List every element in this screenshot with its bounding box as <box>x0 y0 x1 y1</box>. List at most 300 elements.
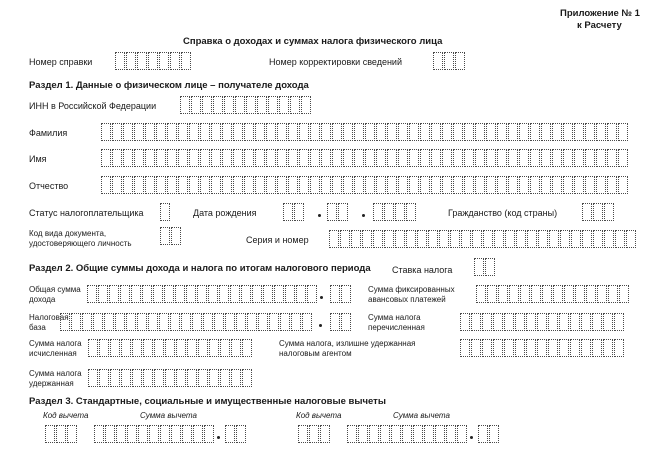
entry-cell[interactable] <box>519 176 529 194</box>
tax-base-field[interactable] <box>60 313 313 331</box>
entry-cell[interactable] <box>618 176 628 194</box>
entry-cell[interactable] <box>101 149 111 167</box>
entry-cell[interactable] <box>614 313 624 331</box>
entry-cell[interactable] <box>433 52 443 70</box>
deduction-sum-kopecks[interactable] <box>225 425 247 443</box>
entry-cell[interactable] <box>285 285 295 303</box>
entry-cell[interactable] <box>244 123 254 141</box>
entry-cell[interactable] <box>552 123 562 141</box>
entry-cell[interactable] <box>504 339 514 357</box>
entry-cell[interactable] <box>327 203 337 221</box>
entry-cell[interactable] <box>56 425 66 443</box>
entry-cell[interactable] <box>101 123 111 141</box>
entry-cell[interactable] <box>460 339 470 357</box>
entry-cell[interactable] <box>310 176 320 194</box>
entry-cell[interactable] <box>475 123 485 141</box>
entry-cell[interactable] <box>332 123 342 141</box>
entry-cell[interactable] <box>153 285 163 303</box>
entry-cell[interactable] <box>310 149 320 167</box>
entry-cell[interactable] <box>564 285 574 303</box>
entry-cell[interactable] <box>299 123 309 141</box>
entry-cell[interactable] <box>235 96 245 114</box>
entry-cell[interactable] <box>596 149 606 167</box>
entry-cell[interactable] <box>515 339 525 357</box>
entry-cell[interactable] <box>170 52 180 70</box>
entry-cell[interactable] <box>475 149 485 167</box>
fixed-advance-field[interactable] <box>476 285 630 303</box>
entry-cell[interactable] <box>94 425 104 443</box>
entry-cell[interactable] <box>464 123 474 141</box>
entry-cell[interactable] <box>585 176 595 194</box>
entry-cell[interactable] <box>320 425 330 443</box>
entry-cell[interactable] <box>236 313 246 331</box>
name-field[interactable] <box>101 149 629 167</box>
entry-cell[interactable] <box>193 425 203 443</box>
entry-cell[interactable] <box>482 339 492 357</box>
entry-cell[interactable] <box>369 425 379 443</box>
entry-cell[interactable] <box>231 369 241 387</box>
entry-cell[interactable] <box>497 123 507 141</box>
entry-cell[interactable] <box>515 313 525 331</box>
entry-cell[interactable] <box>486 176 496 194</box>
entry-cell[interactable] <box>88 369 98 387</box>
entry-cell[interactable] <box>607 176 617 194</box>
entry-cell[interactable] <box>571 230 581 248</box>
entry-cell[interactable] <box>178 176 188 194</box>
entry-cell[interactable] <box>420 123 430 141</box>
entry-cell[interactable] <box>164 285 174 303</box>
entry-cell[interactable] <box>209 369 219 387</box>
entry-cell[interactable] <box>376 149 386 167</box>
entry-cell[interactable] <box>461 230 471 248</box>
entry-cell[interactable] <box>170 313 180 331</box>
entry-cell[interactable] <box>563 176 573 194</box>
entry-cell[interactable] <box>472 230 482 248</box>
entry-cell[interactable] <box>409 123 419 141</box>
patronymic-field[interactable] <box>101 176 629 194</box>
entry-cell[interactable] <box>351 230 361 248</box>
entry-cell[interactable] <box>198 369 208 387</box>
entry-cell[interactable] <box>247 313 257 331</box>
entry-cell[interactable] <box>581 339 591 357</box>
entry-cell[interactable] <box>343 176 353 194</box>
entry-cell[interactable] <box>387 149 397 167</box>
entry-cell[interactable] <box>376 123 386 141</box>
entry-cell[interactable] <box>82 313 92 331</box>
entry-cell[interactable] <box>530 123 540 141</box>
surname-field[interactable] <box>101 123 629 141</box>
entry-cell[interactable] <box>519 123 529 141</box>
total-income-field[interactable] <box>87 285 318 303</box>
entry-cell[interactable] <box>255 123 265 141</box>
entry-cell[interactable] <box>132 339 142 357</box>
entry-cell[interactable] <box>175 285 185 303</box>
entry-cell[interactable] <box>109 285 119 303</box>
entry-cell[interactable] <box>482 313 492 331</box>
entry-cell[interactable] <box>202 96 212 114</box>
entry-cell[interactable] <box>112 176 122 194</box>
entry-cell[interactable] <box>233 149 243 167</box>
tax-rate-field[interactable] <box>474 258 496 276</box>
entry-cell[interactable] <box>230 285 240 303</box>
tax-calculated-field[interactable] <box>88 339 253 357</box>
entry-cell[interactable] <box>384 203 394 221</box>
entry-cell[interactable] <box>593 203 603 221</box>
entry-cell[interactable] <box>189 176 199 194</box>
entry-cell[interactable] <box>296 285 306 303</box>
entry-cell[interactable] <box>380 425 390 443</box>
entry-cell[interactable] <box>99 339 109 357</box>
entry-cell[interactable] <box>269 313 279 331</box>
entry-cell[interactable] <box>395 230 405 248</box>
entry-cell[interactable] <box>341 313 351 331</box>
entry-cell[interactable] <box>257 96 267 114</box>
entry-cell[interactable] <box>406 230 416 248</box>
entry-cell[interactable] <box>160 227 170 245</box>
entry-cell[interactable] <box>160 425 170 443</box>
entry-cell[interactable] <box>148 52 158 70</box>
entry-cell[interactable] <box>358 425 368 443</box>
entry-cell[interactable] <box>431 123 441 141</box>
entry-cell[interactable] <box>299 149 309 167</box>
entry-cell[interactable] <box>420 149 430 167</box>
entry-cell[interactable] <box>439 230 449 248</box>
entry-cell[interactable] <box>224 96 234 114</box>
entry-cell[interactable] <box>182 425 192 443</box>
entry-cell[interactable] <box>186 285 196 303</box>
entry-cell[interactable] <box>274 285 284 303</box>
entry-cell[interactable] <box>213 96 223 114</box>
entry-cell[interactable] <box>120 285 130 303</box>
entry-cell[interactable] <box>354 123 364 141</box>
entry-cell[interactable] <box>154 369 164 387</box>
entry-cell[interactable] <box>110 339 120 357</box>
deduction-code-field[interactable] <box>45 425 78 443</box>
entry-cell[interactable] <box>192 313 202 331</box>
entry-cell[interactable] <box>582 230 592 248</box>
entry-cell[interactable] <box>409 149 419 167</box>
entry-cell[interactable] <box>266 123 276 141</box>
entry-cell[interactable] <box>428 230 438 248</box>
entry-cell[interactable] <box>537 339 547 357</box>
entry-cell[interactable] <box>542 285 552 303</box>
entry-cell[interactable] <box>134 176 144 194</box>
entry-cell[interactable] <box>585 149 595 167</box>
entry-cell[interactable] <box>604 203 614 221</box>
entry-cell[interactable] <box>398 149 408 167</box>
entry-cell[interactable] <box>255 149 265 167</box>
entry-cell[interactable] <box>321 123 331 141</box>
entry-cell[interactable] <box>505 230 515 248</box>
entry-cell[interactable] <box>475 176 485 194</box>
entry-cell[interactable] <box>154 339 164 357</box>
entry-cell[interactable] <box>200 176 210 194</box>
entry-cell[interactable] <box>604 230 614 248</box>
entry-cell[interactable] <box>596 123 606 141</box>
inn-field[interactable] <box>180 96 312 114</box>
entry-cell[interactable] <box>255 176 265 194</box>
entry-cell[interactable] <box>277 123 287 141</box>
entry-cell[interactable] <box>288 176 298 194</box>
entry-cell[interactable] <box>45 425 55 443</box>
entry-cell[interactable] <box>354 176 364 194</box>
entry-cell[interactable] <box>596 176 606 194</box>
entry-cell[interactable] <box>220 339 230 357</box>
entry-cell[interactable] <box>187 339 197 357</box>
entry-cell[interactable] <box>347 425 357 443</box>
entry-cell[interactable] <box>541 149 551 167</box>
entry-cell[interactable] <box>156 176 166 194</box>
entry-cell[interactable] <box>548 313 558 331</box>
entry-cell[interactable] <box>309 425 319 443</box>
entry-cell[interactable] <box>570 313 580 331</box>
entry-cell[interactable] <box>123 176 133 194</box>
entry-cell[interactable] <box>597 285 607 303</box>
entry-cell[interactable] <box>101 176 111 194</box>
entry-cell[interactable] <box>204 425 214 443</box>
entry-cell[interactable] <box>398 123 408 141</box>
entry-cell[interactable] <box>626 230 636 248</box>
entry-cell[interactable] <box>365 149 375 167</box>
entry-cell[interactable] <box>123 149 133 167</box>
entry-cell[interactable] <box>231 339 241 357</box>
entry-cell[interactable] <box>527 230 537 248</box>
entry-cell[interactable] <box>236 425 246 443</box>
entry-cell[interactable] <box>450 230 460 248</box>
entry-cell[interactable] <box>483 230 493 248</box>
entry-cell[interactable] <box>241 285 251 303</box>
entry-cell[interactable] <box>614 339 624 357</box>
entry-cell[interactable] <box>307 285 317 303</box>
deduction-sum-field[interactable] <box>94 425 215 443</box>
entry-cell[interactable] <box>104 313 114 331</box>
entry-cell[interactable] <box>176 369 186 387</box>
entry-cell[interactable] <box>592 313 602 331</box>
entry-cell[interactable] <box>60 313 70 331</box>
entry-cell[interactable] <box>121 369 131 387</box>
entry-cell[interactable] <box>487 285 497 303</box>
entry-cell[interactable] <box>131 285 141 303</box>
entry-cell[interactable] <box>302 313 312 331</box>
entry-cell[interactable] <box>211 176 221 194</box>
entry-cell[interactable] <box>171 425 181 443</box>
entry-cell[interactable] <box>105 425 115 443</box>
entry-cell[interactable] <box>574 149 584 167</box>
entry-cell[interactable] <box>283 203 293 221</box>
entry-cell[interactable] <box>575 285 585 303</box>
entry-cell[interactable] <box>220 369 230 387</box>
entry-cell[interactable] <box>516 230 526 248</box>
entry-cell[interactable] <box>592 339 602 357</box>
entry-cell[interactable] <box>290 96 300 114</box>
entry-cell[interactable] <box>277 149 287 167</box>
entry-cell[interactable] <box>362 230 372 248</box>
entry-cell[interactable] <box>563 123 573 141</box>
entry-cell[interactable] <box>453 149 463 167</box>
entry-cell[interactable] <box>67 425 77 443</box>
entry-cell[interactable] <box>149 425 159 443</box>
entry-cell[interactable] <box>191 96 201 114</box>
entry-cell[interactable] <box>266 176 276 194</box>
entry-cell[interactable] <box>208 285 218 303</box>
entry-cell[interactable] <box>222 176 232 194</box>
entry-cell[interactable] <box>280 313 290 331</box>
deduction-code-field[interactable] <box>298 425 331 443</box>
entry-cell[interactable] <box>200 149 210 167</box>
entry-cell[interactable] <box>530 149 540 167</box>
entry-cell[interactable] <box>607 149 617 167</box>
entry-cell[interactable] <box>607 123 617 141</box>
entry-cell[interactable] <box>197 285 207 303</box>
entry-cell[interactable] <box>321 149 331 167</box>
entry-cell[interactable] <box>198 339 208 357</box>
entry-cell[interactable] <box>291 313 301 331</box>
entry-cell[interactable] <box>222 149 232 167</box>
entry-cell[interactable] <box>225 313 235 331</box>
entry-cell[interactable] <box>219 285 229 303</box>
entry-cell[interactable] <box>268 96 278 114</box>
entry-cell[interactable] <box>541 176 551 194</box>
taxpayer-status-field[interactable] <box>160 203 171 221</box>
entry-cell[interactable] <box>453 123 463 141</box>
entry-cell[interactable] <box>115 313 125 331</box>
entry-cell[interactable] <box>171 227 181 245</box>
entry-cell[interactable] <box>329 230 339 248</box>
entry-cell[interactable] <box>560 230 570 248</box>
entry-cell[interactable] <box>559 313 569 331</box>
entry-cell[interactable] <box>252 285 262 303</box>
entry-cell[interactable] <box>618 123 628 141</box>
entry-cell[interactable] <box>88 339 98 357</box>
entry-cell[interactable] <box>246 96 256 114</box>
entry-cell[interactable] <box>373 203 383 221</box>
deduction-sum-field[interactable] <box>347 425 468 443</box>
entry-cell[interactable] <box>294 203 304 221</box>
entry-cell[interactable] <box>417 230 427 248</box>
entry-cell[interactable] <box>553 285 563 303</box>
entry-cell[interactable] <box>574 176 584 194</box>
tax-paid-field[interactable] <box>460 313 625 331</box>
entry-cell[interactable] <box>585 123 595 141</box>
entry-cell[interactable] <box>489 425 499 443</box>
entry-cell[interactable] <box>189 149 199 167</box>
entry-cell[interactable] <box>431 149 441 167</box>
entry-cell[interactable] <box>112 123 122 141</box>
entry-cell[interactable] <box>455 52 465 70</box>
entry-cell[interactable] <box>167 149 177 167</box>
entry-cell[interactable] <box>132 369 142 387</box>
entry-cell[interactable] <box>178 123 188 141</box>
entry-cell[interactable] <box>574 123 584 141</box>
entry-cell[interactable] <box>233 176 243 194</box>
entry-cell[interactable] <box>508 149 518 167</box>
entry-cell[interactable] <box>263 285 273 303</box>
entry-cell[interactable] <box>413 425 423 443</box>
entry-cell[interactable] <box>526 313 536 331</box>
entry-cell[interactable] <box>486 149 496 167</box>
birth-month-field[interactable] <box>327 203 349 221</box>
cert-number-field[interactable] <box>115 52 192 70</box>
entry-cell[interactable] <box>126 313 136 331</box>
entry-cell[interactable] <box>343 149 353 167</box>
entry-cell[interactable] <box>127 425 137 443</box>
entry-cell[interactable] <box>552 176 562 194</box>
entry-cell[interactable] <box>242 369 252 387</box>
entry-cell[interactable] <box>116 425 126 443</box>
entry-cell[interactable] <box>178 149 188 167</box>
entry-cell[interactable] <box>395 203 405 221</box>
entry-cell[interactable] <box>214 313 224 331</box>
entry-cell[interactable] <box>176 339 186 357</box>
deduction-sum-kopecks[interactable] <box>478 425 500 443</box>
entry-cell[interactable] <box>603 313 613 331</box>
entry-cell[interactable] <box>321 176 331 194</box>
entry-cell[interactable] <box>288 123 298 141</box>
entry-cell[interactable] <box>87 285 97 303</box>
entry-cell[interactable] <box>563 149 573 167</box>
entry-cell[interactable] <box>110 369 120 387</box>
entry-cell[interactable] <box>160 203 170 221</box>
entry-cell[interactable] <box>509 285 519 303</box>
entry-cell[interactable] <box>134 149 144 167</box>
citizenship-field[interactable] <box>582 203 615 221</box>
entry-cell[interactable] <box>365 123 375 141</box>
entry-cell[interactable] <box>123 123 133 141</box>
entry-cell[interactable] <box>497 149 507 167</box>
entry-cell[interactable] <box>330 313 340 331</box>
entry-cell[interactable] <box>167 123 177 141</box>
entry-cell[interactable] <box>112 149 122 167</box>
entry-cell[interactable] <box>211 149 221 167</box>
entry-cell[interactable] <box>99 369 109 387</box>
entry-cell[interactable] <box>508 123 518 141</box>
entry-cell[interactable] <box>373 230 383 248</box>
birth-year-field[interactable] <box>373 203 417 221</box>
entry-cell[interactable] <box>552 149 562 167</box>
entry-cell[interactable] <box>203 313 213 331</box>
entry-cell[interactable] <box>384 230 394 248</box>
entry-cell[interactable] <box>244 149 254 167</box>
entry-cell[interactable] <box>538 230 548 248</box>
entry-cell[interactable] <box>299 176 309 194</box>
entry-cell[interactable] <box>225 425 235 443</box>
series-number-field[interactable] <box>329 230 637 248</box>
entry-cell[interactable] <box>181 52 191 70</box>
entry-cell[interactable] <box>244 176 254 194</box>
entry-cell[interactable] <box>424 425 434 443</box>
entry-cell[interactable] <box>115 52 125 70</box>
entry-cell[interactable] <box>608 285 618 303</box>
entry-cell[interactable] <box>258 313 268 331</box>
entry-cell[interactable] <box>242 339 252 357</box>
entry-cell[interactable] <box>504 313 514 331</box>
entry-cell[interactable] <box>549 230 559 248</box>
entry-cell[interactable] <box>159 313 169 331</box>
entry-cell[interactable] <box>442 176 452 194</box>
entry-cell[interactable] <box>493 339 503 357</box>
entry-cell[interactable] <box>431 176 441 194</box>
entry-cell[interactable] <box>526 339 536 357</box>
entry-cell[interactable] <box>137 52 147 70</box>
entry-cell[interactable] <box>121 339 131 357</box>
entry-cell[interactable] <box>330 285 340 303</box>
entry-cell[interactable] <box>165 339 175 357</box>
entry-cell[interactable] <box>474 258 484 276</box>
entry-cell[interactable] <box>442 123 452 141</box>
entry-cell[interactable] <box>145 149 155 167</box>
entry-cell[interactable] <box>156 123 166 141</box>
entry-cell[interactable] <box>471 313 481 331</box>
